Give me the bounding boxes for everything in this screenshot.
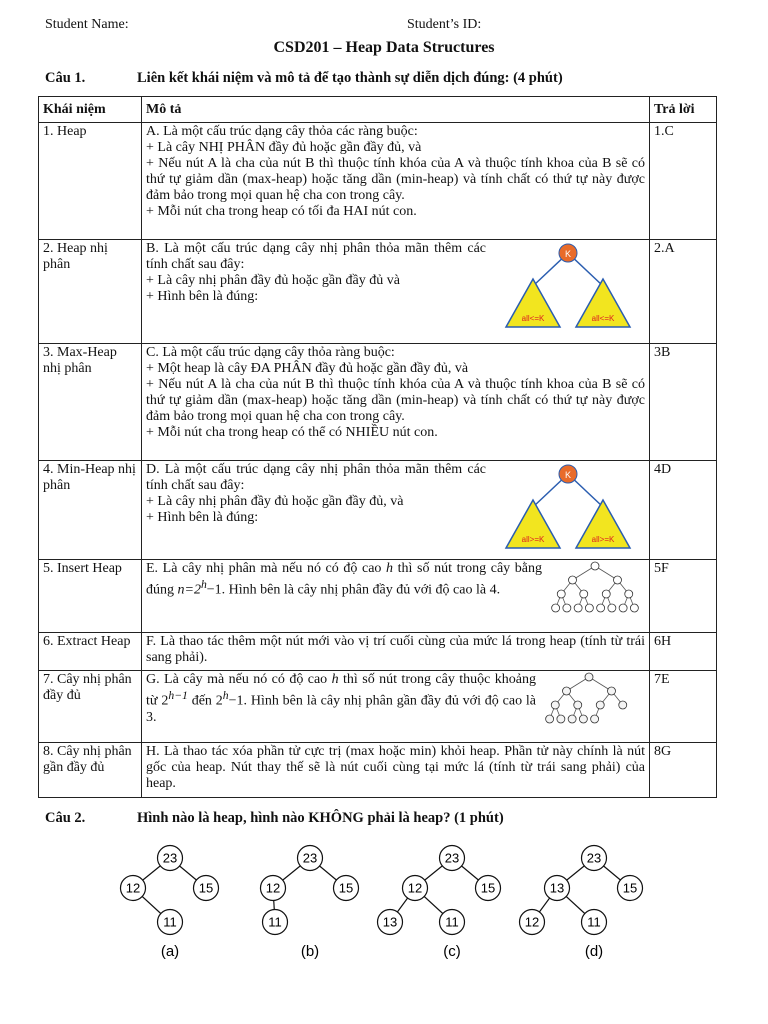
- answer-cell: 7E: [650, 671, 717, 743]
- description-cell: [142, 743, 650, 798]
- tree-node: [552, 604, 560, 612]
- table-row: [39, 240, 717, 344]
- tree-node: [557, 590, 565, 598]
- tree-node: [563, 604, 571, 612]
- tree-node: [597, 604, 605, 612]
- tree-node: [546, 715, 554, 723]
- header-description: Mô tả: [142, 97, 650, 123]
- table-row: [39, 461, 717, 560]
- tree-node: [579, 715, 587, 723]
- tree-node: [596, 701, 604, 709]
- tree-node: [585, 673, 593, 681]
- tree-node: [608, 604, 616, 612]
- tree-node-label: 11: [268, 914, 282, 930]
- concept-cell: 8. Cây nhị phân gần đầy đủ: [39, 743, 142, 798]
- tree-node: [580, 590, 588, 598]
- table-row: [39, 560, 717, 633]
- description-line: A. Là một cấu trúc dạng cây thỏa các ràng buộc:: [146, 124, 418, 139]
- concept-cell: 5. Insert Heap: [39, 560, 142, 633]
- table-row: [39, 123, 717, 240]
- tree-node: [574, 701, 582, 709]
- answer-cell: 4D: [650, 461, 717, 560]
- heap-tree-4: [520, 846, 643, 961]
- table-row: [39, 743, 717, 798]
- description-cell: [142, 633, 650, 671]
- tree-node-label: 15: [480, 880, 496, 896]
- right-subtree-label: all<=K: [591, 314, 615, 323]
- tree-node-label: 23: [162, 850, 178, 866]
- question-1-text: Liên kết khái niệm và mô tả để tạo thành sự diễn dịch đúng: (4 phút): [137, 70, 563, 86]
- description-line: + Hình bên là đúng:: [146, 289, 259, 304]
- tree-caption: (b): [300, 943, 320, 960]
- tree-node-label: 15: [338, 880, 354, 896]
- tree-node: [585, 604, 593, 612]
- description-line: + Một heap là cây ĐA PHÂN đầy đủ hoặc gần đầy đủ, và: [146, 361, 469, 376]
- tree-node: [569, 576, 577, 584]
- description-line: B. Là một cấu trúc dạng cây nhị phân thỏa mãn thêm các tính chất sau đây:: [146, 241, 486, 272]
- answer-cell: 3B: [650, 344, 717, 461]
- tree-node-label: 23: [444, 850, 460, 866]
- tree-node: [614, 576, 622, 584]
- description-cell: [142, 560, 650, 633]
- tree-node: [619, 701, 627, 709]
- right-subtree-label: all>=K: [591, 535, 615, 544]
- concept-cell: 7. Cây nhị phân đầy đủ: [39, 671, 142, 743]
- tree-node: [574, 604, 582, 612]
- question-2-text: Hình nào là heap, hình nào KHÔNG phải là heap? (1 phút): [137, 810, 504, 826]
- tree-node-label: 11: [587, 914, 601, 930]
- answer-cell: 1.C: [650, 123, 717, 240]
- description-line: + Mỗi nút cha trong heap có thể có NHIỀU nút con.: [146, 425, 438, 440]
- tree-node-label: 12: [524, 914, 540, 930]
- heap-tree-2: [261, 846, 359, 961]
- concept-cell: 3. Max-Heap nhị phân: [39, 344, 142, 461]
- tree-node: [591, 562, 599, 570]
- description-line: + Là cây nhị phân đầy đủ hoặc gần đầy đủ và: [146, 273, 400, 288]
- root-node-label: K: [564, 249, 572, 259]
- concept-cell: 4. Min-Heap nhị phân: [39, 461, 142, 560]
- header-answer: Trả lời: [650, 97, 717, 123]
- tree-node-label: 12: [407, 880, 423, 896]
- description-line: + Mỗi nút cha trong heap có tối đa HAI nút con.: [146, 204, 417, 219]
- tree-node: [568, 715, 576, 723]
- tree-node-label: 23: [586, 850, 602, 866]
- description-line: + Nếu nút A là cha của nút B thì thuộc tính khóa của A và thuộc tính khoa của B sẽ có thứ tự giảm dần (max-heap) hoặc tăng dần (min-heap) và tính chất có thứ tự này được đảm bảo trong mọi quan hệ cha con trong cây.: [146, 156, 645, 203]
- question-2: [45, 810, 504, 827]
- tree-node-label: 13: [382, 914, 398, 930]
- answer-cell: 8G: [650, 743, 717, 798]
- tree-node: [591, 715, 599, 723]
- description-cell: [142, 123, 650, 240]
- min-heap-figure: [498, 462, 638, 557]
- answer-cell: 5F: [650, 560, 717, 633]
- description-line: F. Là thao tác thêm một nút mới vào vị trí cuối cùng của mức lá trong heap (tính từ trái sang phải).: [146, 634, 645, 665]
- tree-node: [619, 604, 627, 612]
- header-concept: Khái niệm: [39, 97, 142, 123]
- tree-node: [602, 590, 610, 598]
- description-line: D. Là một cấu trúc dạng cây nhị phân thỏa mãn thêm các tính chất sau đây:: [146, 462, 486, 493]
- tree-caption: (d): [584, 943, 604, 960]
- tree-node-label: 12: [265, 880, 281, 896]
- student-name-label: Student Name:: [45, 17, 129, 32]
- heap-tree-figures: [100, 838, 660, 973]
- description-line: + Là cây NHỊ PHÂN đầy đủ hoặc gần đầy đủ, và: [146, 140, 422, 155]
- description-line: C. Là một cấu trúc dạng cây thỏa ràng buộc:: [146, 345, 395, 360]
- concept-cell: 2. Heap nhị phân: [39, 240, 142, 344]
- left-subtree-label: all>=K: [521, 535, 545, 544]
- header: [45, 17, 728, 37]
- heap-tree-1: [121, 846, 219, 961]
- heap-tree-3: [378, 846, 501, 961]
- max-heap-figure: [498, 241, 638, 336]
- question-1: [45, 70, 563, 87]
- description-line: G. Là cây mà nếu nó có độ cao h thì số nút trong cây thuộc khoảng từ $2^{h-1}$ đến $2^h-1$. Hình bên là cây nhị phân gần đầy đủ với độ cao là 3.: [146, 672, 537, 725]
- table-row: [39, 633, 717, 671]
- tree-node: [625, 590, 633, 598]
- table-row: [39, 344, 717, 461]
- tree-node-label: 13: [549, 880, 565, 896]
- matching-table: [38, 96, 717, 798]
- root-node-label: K: [564, 470, 572, 480]
- tree-node: [563, 687, 571, 695]
- tree-caption: (c): [443, 943, 461, 960]
- tree-node-label: 11: [445, 914, 459, 930]
- page-title: CSD201 – Heap Data Structures: [273, 39, 495, 56]
- answer-cell: 2.A: [650, 240, 717, 344]
- description-line: H. Là thao tác xóa phần tử cực trị (max hoặc min) khỏi heap. Phần tử này chính là nút gốc của heap. Nút thay thế sẽ là nút cuối cùng tại mức lá (tính từ trái sang phải) của heap.: [146, 744, 645, 791]
- description-line: + Nếu nút A là cha của nút B thì thuộc tính khóa của A và thuộc tính khoa của B sẽ có thứ tự giảm dần (max-heap) hoặc tăng dần (min-heap) và tính chất có thứ tự này được đảm bảo trong mọi quan hệ cha con trong cây.: [146, 377, 645, 424]
- tree-node: [551, 701, 559, 709]
- student-id-label: Student’s ID:: [407, 17, 482, 32]
- question-2-label: Câu 2.: [45, 810, 86, 826]
- tree-caption: (a): [160, 943, 180, 960]
- description-cell: [142, 671, 650, 743]
- tree-node: [608, 687, 616, 695]
- tree-node-label: 11: [163, 914, 177, 930]
- complete-binary-tree-figure: [544, 672, 634, 739]
- full-binary-tree-figure: [550, 561, 640, 628]
- concept-cell: 1. Heap: [39, 123, 142, 240]
- description-cell: [142, 240, 650, 344]
- description-cell: [142, 461, 650, 560]
- tree-node-label: 12: [125, 880, 141, 896]
- answer-cell: 6H: [650, 633, 717, 671]
- tree-node-label: 15: [198, 880, 214, 896]
- description-line: E. Là cây nhị phân mà nếu nó có độ cao h thì số nút trong cây bằng đúng $n=2^h-1$. Hình bên là cây nhị phân đầy đủ với độ cao là 4.: [146, 561, 543, 598]
- tree-node: [557, 715, 565, 723]
- description-cell: [142, 344, 650, 461]
- description-line: + Là cây nhị phân đầy đủ hoặc gần đầy đủ, và: [146, 494, 404, 509]
- description-line: + Hình bên là đúng:: [146, 510, 259, 525]
- tree-node-label: 23: [302, 850, 318, 866]
- left-subtree-label: all<=K: [521, 314, 545, 323]
- question-1-label: Câu 1.: [45, 70, 86, 86]
- table-row: [39, 671, 717, 743]
- tree-node-label: 15: [622, 880, 638, 896]
- table-header-row: [39, 97, 717, 123]
- concept-cell: 6. Extract Heap: [39, 633, 142, 671]
- tree-node: [630, 604, 638, 612]
